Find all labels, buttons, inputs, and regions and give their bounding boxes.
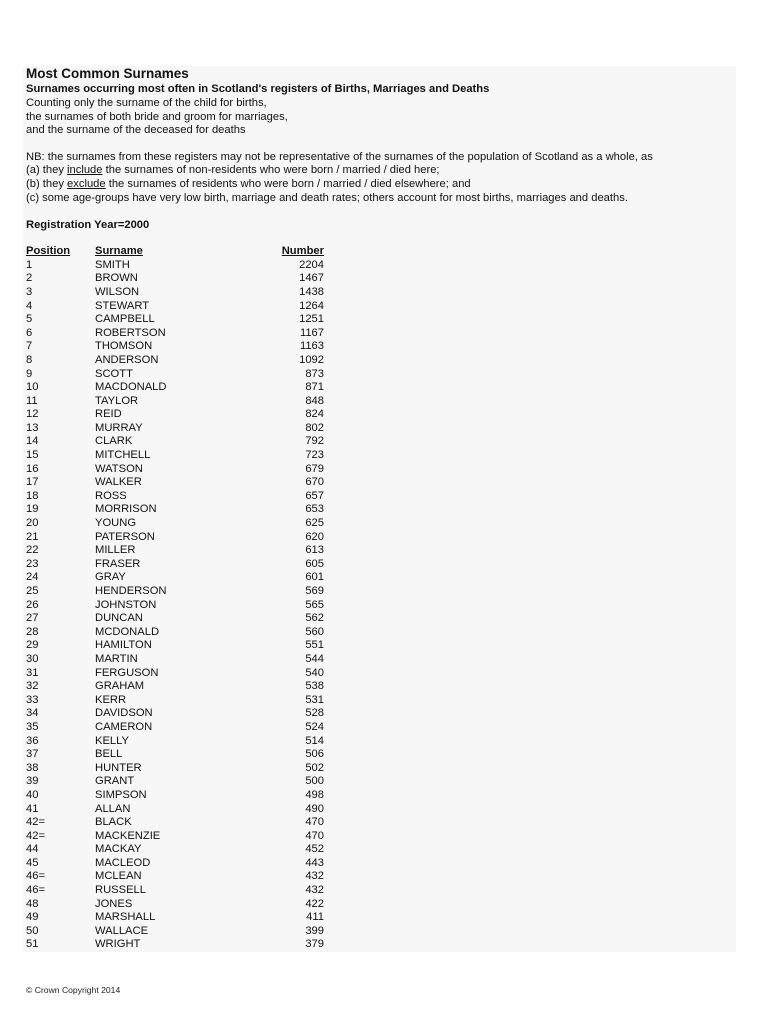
table-row: [26, 762, 726, 776]
row-number: 1163: [299, 340, 324, 353]
row-position: 33: [26, 693, 39, 706]
row-position: 14: [26, 435, 39, 448]
row-number: 792: [305, 435, 324, 448]
row-number: 470: [305, 829, 324, 842]
row-position: 21: [26, 530, 39, 543]
row-surname: MURRAY: [95, 421, 143, 434]
row-position: 27: [26, 612, 39, 625]
row-surname: MILLER: [95, 544, 136, 557]
row-position: 34: [26, 707, 39, 720]
row-position: 46=: [26, 870, 45, 883]
row-position: 42=: [26, 816, 45, 829]
table-row: [26, 340, 726, 354]
table-row: [26, 667, 726, 681]
table-row: [26, 408, 726, 422]
row-position: 51: [26, 938, 39, 951]
row-position: 36: [26, 734, 39, 747]
row-surname: MORRISON: [95, 503, 157, 516]
row-surname: MACLEOD: [95, 856, 151, 869]
row-position: 42=: [26, 829, 45, 842]
table-row: [26, 585, 726, 599]
table-row: [26, 707, 726, 721]
row-number: 498: [305, 788, 324, 801]
row-position: 26: [26, 598, 39, 611]
row-surname: YOUNG: [95, 517, 137, 530]
note-a-pre: (a) they: [26, 164, 68, 177]
intro-line: and the surname of the deceased for deaths: [26, 124, 246, 137]
note-b-pre: (b) they: [26, 177, 68, 190]
row-number: 452: [305, 843, 324, 856]
row-position: 45: [26, 856, 39, 869]
row-position: 25: [26, 585, 39, 597]
row-position: 29: [26, 639, 39, 652]
row-number: 432: [305, 884, 324, 897]
row-number: 802: [305, 421, 324, 434]
row-number: 560: [305, 625, 324, 638]
intro-line: the surnames of both bride and groom for marriages,: [26, 110, 288, 123]
row-position: 19: [26, 503, 39, 516]
copyright-footer: © Crown Copyright 2014: [26, 985, 121, 995]
row-number: 605: [305, 557, 324, 570]
row-number: 528: [305, 707, 324, 720]
row-surname: MACKENZIE: [95, 829, 161, 842]
row-surname: BELL: [95, 748, 123, 761]
row-surname: WATSON: [95, 462, 143, 475]
registration-year: Registration Year=2000: [26, 219, 150, 232]
table-row: [26, 653, 726, 667]
row-number: 653: [305, 503, 324, 516]
table-row: [26, 911, 726, 925]
document-title: Most Common Surnames: [26, 66, 189, 81]
row-surname: MARSHALL: [95, 911, 156, 924]
row-surname: SMITH: [95, 258, 130, 271]
note-c: (c) some age-groups have very low birth, marriage and death rates; others account for most births, marriages and deaths.: [26, 191, 628, 204]
document-content: [26, 66, 726, 952]
row-position: 4: [26, 299, 33, 312]
row-surname: RUSSELL: [95, 884, 146, 897]
row-surname: GRAHAM: [95, 680, 145, 693]
row-surname: SCOTT: [95, 367, 133, 380]
row-number: 873: [305, 367, 324, 380]
table-row: [26, 259, 726, 273]
row-number: 490: [305, 802, 324, 815]
row-surname: PATERSON: [95, 530, 155, 543]
table-row: [26, 354, 726, 368]
row-position: 48: [26, 897, 39, 910]
table-row: [26, 503, 726, 517]
table-row: [26, 517, 726, 531]
table-row: [26, 531, 726, 545]
intro-line: Counting only the surname of the child for births,: [26, 97, 267, 109]
row-number: 871: [305, 381, 324, 394]
row-position: 13: [26, 421, 39, 434]
row-surname: MARTIN: [95, 652, 138, 665]
table-row: [26, 735, 726, 749]
row-number: 723: [305, 449, 324, 462]
table-row: [26, 490, 726, 504]
table-row: [26, 884, 726, 898]
table-row: [26, 830, 726, 844]
row-number: 2204: [299, 258, 324, 271]
row-surname: FRASER: [95, 557, 141, 570]
table-row: [26, 612, 726, 626]
row-number: 601: [305, 571, 324, 584]
note-a-emphasis: include: [67, 164, 103, 177]
row-position: 10: [26, 381, 39, 394]
row-surname: SIMPSON: [95, 788, 147, 801]
row-surname: HUNTER: [95, 761, 142, 774]
row-number: 1251: [299, 313, 324, 326]
row-surname: WALKER: [95, 476, 142, 489]
row-position: 17: [26, 476, 39, 489]
row-surname: JOHNSTON: [95, 598, 157, 611]
row-position: 46=: [26, 884, 45, 897]
table-row: [26, 803, 726, 817]
row-position: 1: [26, 258, 33, 271]
row-number: 379: [305, 938, 324, 951]
note-b-emphasis: exclude: [67, 177, 106, 190]
row-number: 1467: [299, 272, 324, 285]
table-row: [26, 898, 726, 912]
table-row: [26, 381, 726, 395]
row-surname: MACKAY: [95, 843, 142, 856]
row-number: 625: [305, 517, 324, 530]
row-number: 540: [305, 666, 324, 679]
table-header-row: [26, 245, 726, 259]
table-row: [26, 626, 726, 640]
table-row: [26, 639, 726, 653]
row-position: 24: [26, 571, 39, 584]
table-row: [26, 775, 726, 789]
row-position: 38: [26, 761, 39, 774]
table-row: [26, 816, 726, 830]
row-position: 49: [26, 911, 39, 924]
row-surname: JONES: [95, 897, 133, 910]
row-number: 562: [305, 612, 324, 625]
row-number: 514: [305, 734, 324, 747]
row-surname: MACDONALD: [95, 381, 167, 394]
row-position: 8: [26, 353, 33, 366]
row-surname: GRANT: [95, 775, 135, 788]
table-row: [26, 748, 726, 762]
row-surname: MITCHELL: [95, 449, 151, 462]
row-position: 22: [26, 544, 39, 557]
row-position: 18: [26, 489, 39, 502]
table-row: [26, 313, 726, 327]
table-row: [26, 300, 726, 314]
row-surname: WILSON: [95, 285, 140, 298]
row-surname: MCLEAN: [95, 870, 142, 883]
table-row: [26, 599, 726, 613]
row-surname: FERGUSON: [95, 666, 159, 679]
row-position: 7: [26, 340, 33, 353]
row-number: 422: [305, 897, 324, 910]
row-surname: TAYLOR: [95, 394, 139, 407]
row-surname: STEWART: [95, 299, 150, 312]
table-row: [26, 789, 726, 803]
table-row: [26, 272, 726, 286]
row-number: 538: [305, 680, 324, 693]
row-surname: CAMPBELL: [95, 313, 155, 326]
row-number: 443: [305, 856, 324, 869]
row-position: 3: [26, 285, 33, 298]
header-surname: Surname: [95, 245, 143, 258]
row-surname: DUNCAN: [95, 612, 143, 625]
row-surname: KELLY: [95, 734, 129, 747]
row-position: 12: [26, 408, 39, 421]
row-number: 657: [305, 489, 324, 502]
table-row: [26, 422, 726, 436]
note-b: [26, 178, 726, 192]
row-surname: DAVIDSON: [95, 707, 153, 720]
row-number: 569: [305, 585, 324, 597]
table-row: [26, 558, 726, 572]
row-number: 531: [305, 693, 324, 706]
row-position: 2: [26, 272, 33, 285]
row-number: 470: [305, 816, 324, 829]
row-surname: ROBERTSON: [95, 326, 166, 339]
row-number: 551: [305, 639, 324, 652]
row-position: 9: [26, 367, 33, 380]
row-number: 411: [306, 911, 324, 924]
table-row: [26, 286, 726, 300]
table-row: [26, 463, 726, 477]
row-position: 39: [26, 775, 39, 788]
table-row: [26, 857, 726, 871]
row-position: 32: [26, 680, 39, 693]
row-surname: ROSS: [95, 489, 127, 502]
table-row: [26, 327, 726, 341]
row-position: 5: [26, 313, 33, 326]
table-row: [26, 680, 726, 694]
row-position: 23: [26, 557, 39, 570]
row-number: 1438: [299, 285, 324, 298]
table-row: [26, 368, 726, 382]
table-row: [26, 925, 726, 939]
row-position: 44: [26, 843, 39, 856]
row-number: 500: [305, 775, 324, 788]
row-position: 35: [26, 720, 39, 733]
row-position: 20: [26, 517, 39, 530]
table-row: [26, 938, 726, 952]
header-position: Position: [26, 245, 71, 258]
surname-table: [26, 245, 726, 952]
row-surname: THOMSON: [95, 340, 153, 353]
row-number: 824: [305, 408, 324, 421]
row-surname: BLACK: [95, 816, 132, 829]
row-number: 506: [305, 748, 324, 761]
row-position: 50: [26, 924, 39, 937]
row-number: 544: [305, 652, 324, 665]
row-number: 399: [305, 924, 324, 937]
row-surname: CLARK: [95, 435, 133, 448]
row-position: 6: [26, 326, 33, 339]
row-number: 620: [305, 530, 324, 543]
row-number: 565: [305, 598, 324, 611]
row-position: 30: [26, 652, 39, 665]
table-row: [26, 843, 726, 857]
note-b-post: the surnames of residents who were born / married / died elsewhere; and: [105, 177, 471, 190]
row-number: 502: [305, 761, 324, 774]
row-position: 31: [26, 666, 39, 679]
note-a: [26, 164, 726, 178]
row-number: 670: [305, 476, 324, 489]
row-position: 41: [26, 802, 39, 815]
row-surname: REID: [95, 408, 122, 421]
table-row: [26, 476, 726, 490]
document-subtitle: Surnames occurring most often in Scotland's registers of Births, Marriages and Deaths: [26, 83, 490, 95]
table-row: [26, 694, 726, 708]
row-surname: ALLAN: [95, 802, 131, 815]
row-surname: BROWN: [95, 272, 138, 285]
row-number: 1264: [299, 299, 324, 312]
row-surname: ANDERSON: [95, 353, 159, 366]
row-surname: WRIGHT: [95, 938, 141, 951]
row-number: 613: [305, 544, 324, 557]
row-position: 11: [26, 394, 38, 407]
row-number: 1092: [299, 353, 324, 366]
table-row: [26, 571, 726, 585]
row-position: 16: [26, 462, 39, 475]
nb-note: NB: the surnames from these registers may not be representative of the surnames of the population of Scotland as a whole, as: [26, 150, 653, 163]
table-row: [26, 395, 726, 409]
table-row: [26, 435, 726, 449]
row-surname: MCDONALD: [95, 625, 160, 638]
note-a-post: the surnames of non-residents who were born / married / died here;: [102, 164, 440, 177]
row-position: 15: [26, 449, 39, 462]
row-number: 524: [305, 720, 324, 733]
table-row: [26, 449, 726, 463]
row-surname: HENDERSON: [95, 585, 167, 597]
row-number: 679: [305, 462, 324, 475]
row-number: 1167: [299, 326, 324, 339]
row-number: 432: [305, 870, 324, 883]
row-position: 28: [26, 625, 39, 638]
row-surname: CAMERON: [95, 720, 153, 733]
row-number: 848: [305, 394, 324, 407]
row-surname: WALLACE: [95, 924, 149, 937]
row-surname: GRAY: [95, 571, 126, 584]
row-position: 40: [26, 788, 39, 801]
header-number: Number: [281, 245, 324, 258]
row-position: 37: [26, 748, 39, 761]
row-surname: HAMILTON: [95, 639, 152, 652]
row-surname: KERR: [95, 693, 127, 706]
table-row: [26, 544, 726, 558]
table-row: [26, 870, 726, 884]
table-row: [26, 721, 726, 735]
